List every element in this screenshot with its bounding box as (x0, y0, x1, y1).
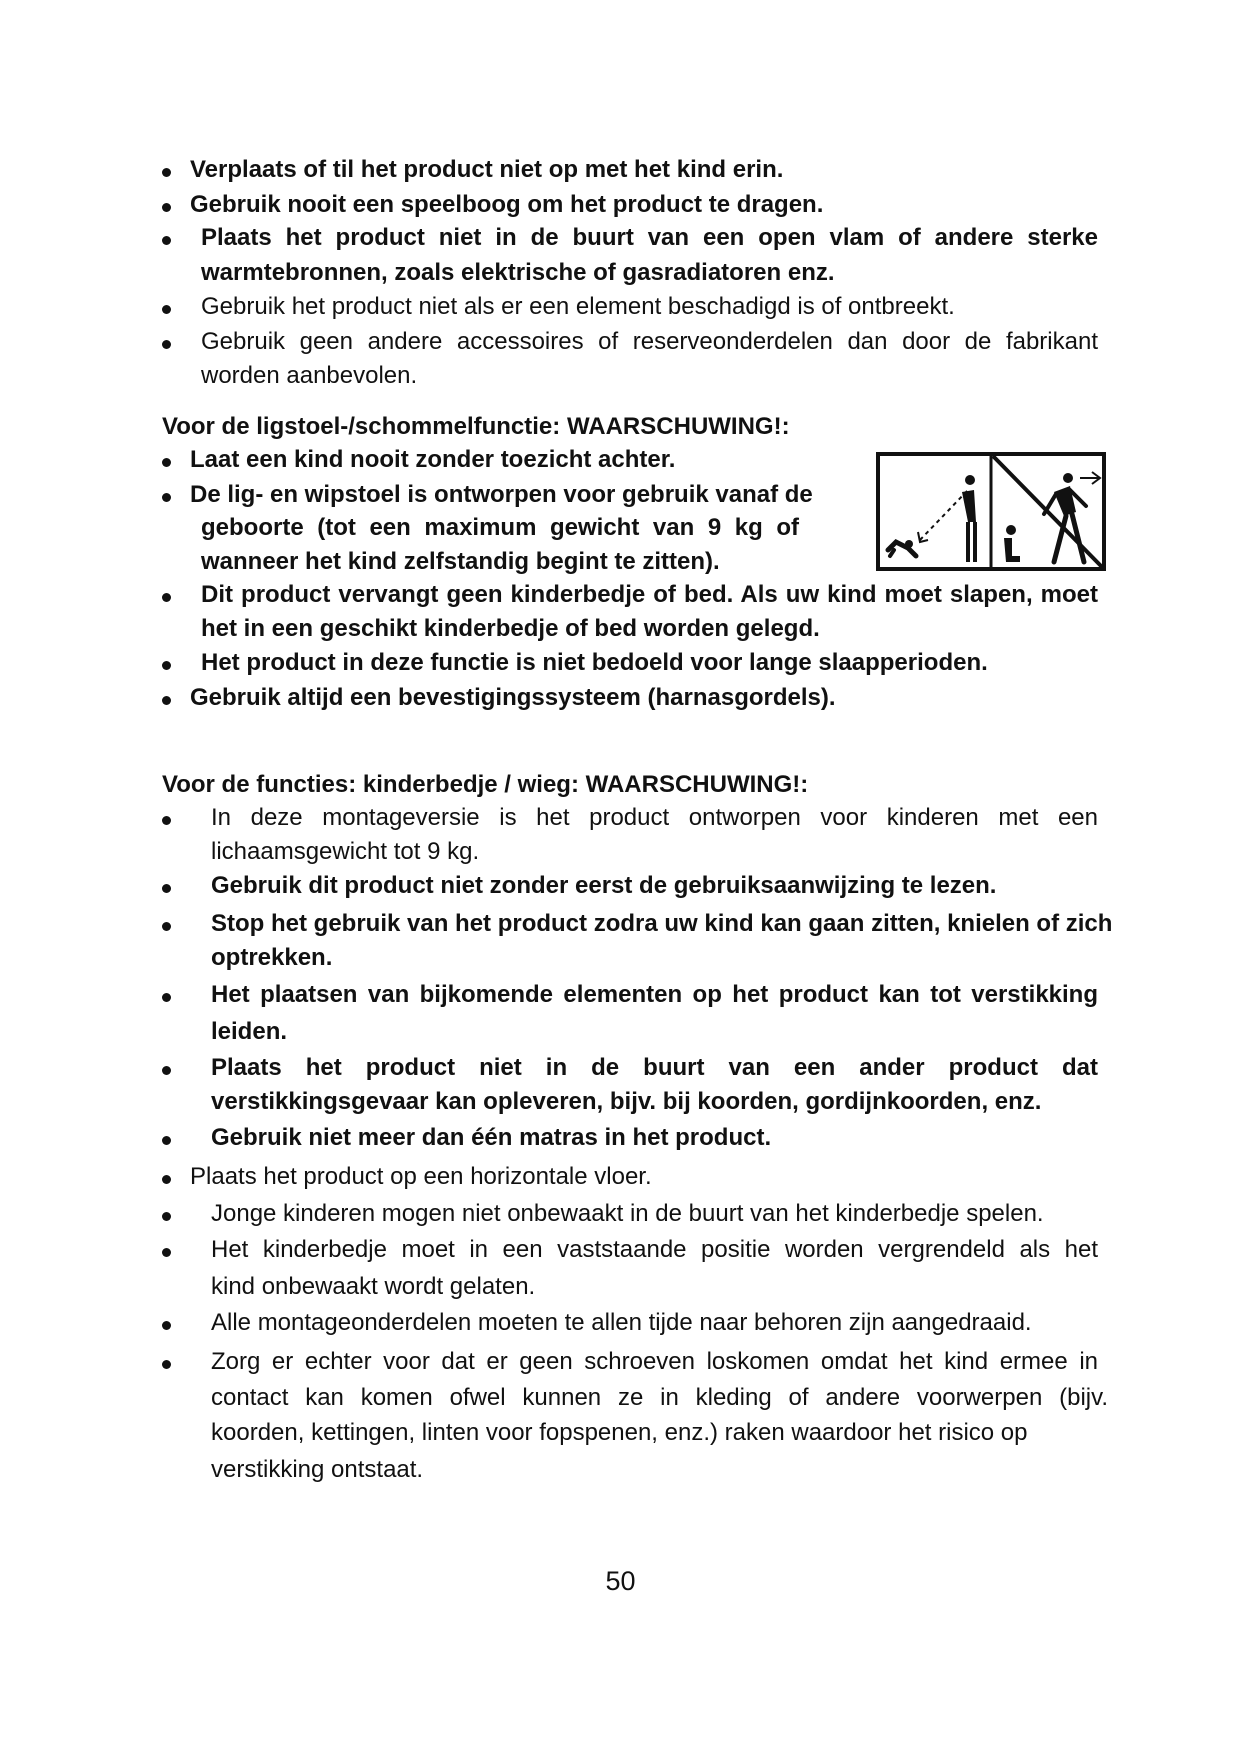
list-item: Verplaats of til het product niet op met het kind erin. (190, 156, 784, 183)
list-item: Plaats het product op een horizontale vloer. (190, 1163, 652, 1190)
bullet (162, 203, 171, 212)
bullet (162, 1321, 171, 1330)
section-heading-recliner: Voor de ligstoel-/schommelfunctie: WAARSCHUWING!: (162, 413, 790, 440)
list-item-continuation: leiden. (211, 1018, 288, 1045)
list-item: Het kinderbedje moet in een vaststaande positie worden vergrendeld als het (211, 1236, 1098, 1263)
bullet (162, 458, 171, 467)
bullet (162, 168, 171, 177)
list-item-continuation: lichaamsgewicht tot 9 kg. (211, 838, 480, 865)
bullet (162, 1360, 171, 1369)
list-item: Gebruik dit product niet zonder eerst de gebruiksaanwijzing te lezen. (211, 872, 997, 899)
list-item: Het product in deze functie is niet bedoeld voor lange slaapperioden. (201, 649, 988, 676)
list-item: Zorg er echter voor dat er geen schroeven loskomen omdat het kind ermee in (211, 1348, 1098, 1375)
list-item: Gebruik het product niet als er een element beschadigd is of ontbreekt. (201, 293, 955, 320)
bullet (162, 1248, 171, 1257)
list-item-continuation: worden aanbevolen. (201, 362, 418, 389)
list-item-continuation: verstikkingsgevaar kan opleveren, bijv. bij koorden, gordijnkoorden, enz. (211, 1088, 1042, 1115)
list-item: De lig- en wipstoel is ontworpen voor gebruik vanaf de (190, 481, 813, 508)
bullet (162, 922, 171, 931)
bullet (162, 661, 171, 670)
page-number: 50 (605, 1566, 636, 1596)
list-item-continuation: contact kan komen ofwel kunnen ze in kleding of andere voorwerpen (bijv. (211, 1384, 1108, 1411)
do-not-leave-child-unattended-pictogram (876, 452, 1106, 571)
bullet (162, 593, 171, 602)
bullet (162, 305, 171, 314)
list-item-continuation: wanneer het kind zelfstandig begint te zitten). (201, 548, 720, 575)
list-item: Alle montageonderdelen moeten te allen tijde naar behoren zijn aangedraaid. (211, 1309, 1032, 1336)
list-item: Gebruik niet meer dan één matras in het product. (211, 1124, 772, 1151)
list-item: Stop het gebruik van het product zodra uw kind kan gaan zitten, knielen of zich (211, 910, 1113, 937)
bullet (162, 1136, 171, 1145)
bullet (162, 816, 171, 825)
list-item-continuation: kind onbewaakt wordt gelaten. (211, 1273, 536, 1300)
list-item-continuation: koorden, kettingen, linten voor fopspenen, enz.) raken waardoor het risico op (211, 1419, 1028, 1446)
bullet (162, 1212, 171, 1221)
bullet (162, 1066, 171, 1075)
list-item: Jonge kinderen mogen niet onbewaakt in de buurt van het kinderbedje spelen. (211, 1200, 1044, 1227)
list-item: In deze montageversie is het product ontworpen voor kinderen met een (211, 804, 1098, 831)
list-item: Laat een kind nooit zonder toezicht achter. (190, 446, 676, 473)
bullet (162, 884, 171, 893)
list-item: Het plaatsen van bijkomende elementen op het product kan tot verstikking (211, 981, 1098, 1008)
list-item-continuation: optrekken. (211, 944, 333, 971)
bullet (162, 993, 171, 1002)
list-item: Gebruik nooit een speelboog om het product te dragen. (190, 191, 824, 218)
bullet (162, 340, 171, 349)
list-item: Gebruik altijd een bevestigingssysteem (harnasgordels). (190, 684, 836, 711)
bullet (162, 493, 171, 502)
list-item-continuation: geboorte (tot een maximum gewicht van 9 kg of (201, 514, 799, 541)
bullet (162, 696, 171, 705)
list-item-continuation: verstikking ontstaat. (211, 1456, 424, 1483)
bullet (162, 236, 171, 245)
list-item: Dit product vervangt geen kinderbedje of bed. Als uw kind moet slapen, moet (201, 581, 1098, 608)
section-heading-crib: Voor de functies: kinderbedje / wieg: WAARSCHUWING!: (162, 771, 809, 798)
list-item: Plaats het product niet in de buurt van een open vlam of andere sterke (201, 224, 1098, 251)
bullet (162, 1175, 171, 1184)
list-item: Gebruik geen andere accessoires of reserveonderdelen dan door de fabrikant (201, 328, 1098, 355)
list-item: Plaats het product niet in de buurt van een ander product dat (211, 1054, 1098, 1081)
list-item-continuation: het in een geschikt kinderbedje of bed worden gelegd. (201, 615, 820, 642)
list-item-continuation: warmtebronnen, zoals elektrische of gasradiatoren enz. (201, 259, 835, 286)
